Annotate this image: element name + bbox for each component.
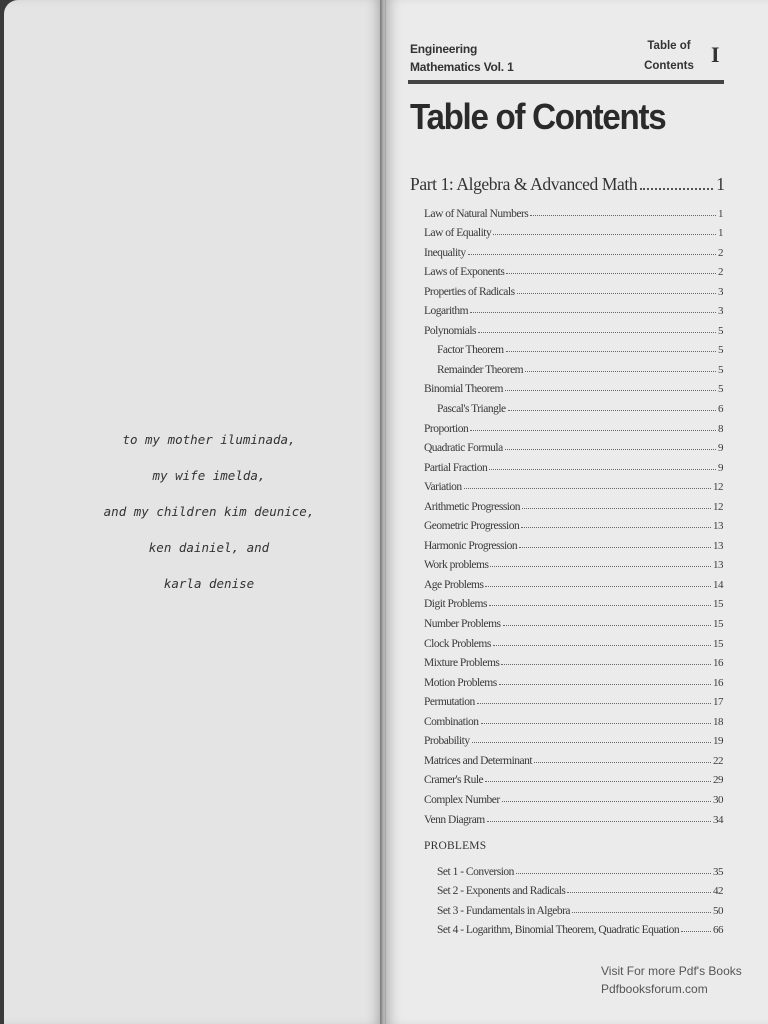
toc-entry-label: Venn Diagram — [424, 813, 485, 826]
toc-entry-label: Set 4 - Logarithm, Binomial Theorem, Quadratic Equation — [437, 924, 680, 937]
toc-entry[interactable] — [437, 917, 723, 937]
dot-leader — [489, 605, 711, 606]
dot-leader — [464, 488, 711, 489]
toc-entry-label: Logarithm — [424, 305, 469, 318]
toc-entry[interactable] — [424, 650, 723, 670]
toc-entry-label: Harmonic Progression — [424, 539, 518, 552]
toc-entry-label: Mixture Problems — [424, 657, 500, 670]
toc-entry[interactable] — [424, 454, 723, 474]
toc-entry-page: 13 — [713, 520, 723, 533]
toc-entry-page: 5 — [718, 344, 723, 357]
toc-entry[interactable] — [437, 878, 723, 898]
toc-entry[interactable] — [424, 200, 723, 220]
toc-entry-page: 16 — [713, 676, 723, 689]
dot-leader — [503, 625, 711, 626]
dot-leader — [681, 931, 711, 932]
toc-entry-page: 14 — [713, 578, 723, 591]
toc-entry-page: 5 — [718, 383, 723, 396]
dot-leader — [521, 527, 711, 528]
toc-entry-label: Set 1 - Conversion — [437, 865, 514, 878]
dedication — [44, 428, 374, 608]
dot-leader — [519, 547, 711, 548]
toc-entry[interactable] — [424, 728, 723, 748]
page-title: Table of Contents — [410, 96, 666, 137]
book-title-line-1: Engineering — [410, 42, 478, 56]
toc-entry-page: 19 — [713, 735, 723, 748]
toc-entry-label: Law of Natural Numbers — [424, 207, 529, 220]
dot-leader — [490, 566, 711, 567]
toc-entry[interactable] — [424, 591, 723, 611]
toc-entry-page: 5 — [718, 324, 723, 337]
problems-heading: PROBLEMS — [424, 840, 487, 852]
toc-entry-label: Polynomials — [424, 324, 477, 337]
toc-entry-page: 3 — [718, 305, 723, 318]
part-label: Part 1: Algebra & Advanced Math — [410, 174, 638, 194]
toc-entry-label: Set 2 - Exponents and Radicals — [437, 885, 566, 898]
dot-leader — [489, 469, 716, 470]
toc-entry-label: Motion Problems — [424, 676, 497, 689]
dot-leader — [493, 234, 716, 235]
footer-line-1: Visit For more Pdf's Books — [601, 964, 742, 978]
toc-entry-label: Partial Fraction — [424, 461, 488, 474]
toc-entry[interactable] — [424, 630, 723, 650]
toc-entry[interactable] — [424, 571, 723, 591]
toc-entry[interactable] — [424, 610, 723, 630]
toc-entry[interactable] — [424, 395, 723, 415]
toc-entry[interactable] — [424, 337, 723, 357]
toc-entry-page: 50 — [713, 904, 723, 917]
toc-entry[interactable] — [424, 767, 723, 787]
toc-entry-page: 12 — [713, 500, 723, 513]
toc-entry-page: 15 — [713, 618, 723, 631]
toc-entry[interactable] — [424, 708, 723, 728]
dot-leader — [530, 215, 716, 216]
toc-entry-page: 13 — [713, 559, 723, 572]
dot-leader — [502, 801, 711, 802]
toc-entry-label: Cramer's Rule — [424, 774, 484, 787]
toc-entry[interactable] — [424, 747, 723, 767]
dedication-line: and my children kim deunice, — [103, 504, 315, 519]
dot-leader — [468, 254, 716, 255]
toc-entry[interactable] — [424, 493, 723, 513]
toc-entry-page: 2 — [718, 266, 723, 279]
toc-entry-page: 5 — [718, 363, 723, 376]
toc-entry[interactable] — [424, 552, 723, 572]
toc-entry-label: Clock Problems — [424, 637, 491, 650]
toc-entry-page: 17 — [713, 696, 723, 709]
toc-entry[interactable] — [424, 689, 723, 709]
dot-leader — [478, 332, 716, 333]
toc-entry-page: 12 — [713, 481, 723, 494]
toc-entry-label: Factor Theorem — [437, 344, 504, 357]
dedication-line: ken dainiel, and — [148, 540, 270, 555]
toc-entry-page: 30 — [713, 793, 723, 806]
toc-part-heading[interactable] — [410, 172, 725, 196]
toc-entry[interactable] — [424, 806, 723, 826]
dot-leader — [567, 892, 711, 893]
toc-entry-label: Law of Equality — [424, 227, 492, 240]
toc-entry-label: Variation — [424, 481, 462, 494]
toc-entry-label: Arithmetic Progression — [424, 500, 520, 513]
dedication-line: my wife imelda, — [152, 468, 266, 483]
toc-entry[interactable] — [424, 435, 723, 455]
dot-leader — [506, 273, 716, 274]
toc-entry-label: Matrices and Determinant — [424, 754, 533, 767]
dot-leader — [516, 873, 711, 874]
toc-entry-page: 22 — [713, 754, 723, 767]
section-line-2: Contents — [644, 60, 694, 72]
dot-leader — [477, 703, 711, 704]
toc-entry-page: 8 — [718, 422, 723, 435]
dot-leader — [487, 821, 711, 822]
dot-leader — [525, 371, 716, 372]
header-rule — [408, 80, 724, 84]
toc-entry[interactable] — [437, 897, 723, 917]
toc-entry-page: 42 — [713, 885, 723, 898]
section-line-1: Table of — [647, 40, 691, 52]
toc-entry[interactable] — [424, 259, 723, 279]
toc-entry-label: Age Problems — [424, 578, 484, 591]
dot-leader — [472, 742, 711, 743]
toc-entry[interactable] — [424, 278, 723, 298]
toc-entry-page: 16 — [713, 657, 723, 670]
toc-entry-page: 18 — [713, 715, 723, 728]
dot-leader — [485, 781, 711, 782]
book-title-line-2: Mathematics Vol. 1 — [410, 60, 514, 74]
right-page — [386, 0, 768, 1024]
dot-leader — [493, 645, 711, 646]
toc-entry-label: Laws of Exponents — [424, 266, 505, 279]
toc-entry-page: 3 — [718, 285, 723, 298]
dot-leader — [505, 449, 716, 450]
toc-entry-page: 9 — [718, 442, 723, 455]
toc-entry-page: 29 — [713, 774, 723, 787]
dot-leader — [505, 390, 716, 391]
toc-entry[interactable] — [424, 532, 723, 552]
dedication-line: to my mother iluminada, — [122, 432, 296, 447]
toc-entry-label: Quadratic Formula — [424, 442, 503, 455]
toc-entry-label: Number Problems — [424, 618, 501, 631]
dot-leader — [508, 410, 716, 411]
toc-entry-label: Probability — [424, 735, 470, 748]
toc-entry[interactable] — [424, 376, 723, 396]
toc-entry-page: 2 — [718, 246, 723, 259]
toc-entry[interactable] — [424, 513, 723, 533]
dot-leader — [470, 312, 716, 313]
toc-entry-page: 9 — [718, 461, 723, 474]
toc-entry-page: 66 — [713, 924, 723, 937]
dot-leader — [501, 664, 711, 665]
toc-entry[interactable] — [424, 298, 723, 318]
toc-entry-label: Combination — [424, 715, 479, 728]
dot-leader — [485, 586, 711, 587]
dot-leader — [506, 351, 716, 352]
toc-entry-label: Remainder Theorem — [437, 363, 524, 376]
footer-note — [601, 962, 742, 998]
running-header-book-title — [410, 40, 514, 76]
toc-entry-label: Digit Problems — [424, 598, 487, 611]
toc-entry-page: 15 — [713, 637, 723, 650]
toc-entry[interactable] — [424, 415, 723, 435]
dot-leader — [517, 293, 716, 294]
toc-entry-label: Properties of Radicals — [424, 285, 515, 298]
toc-entry-label: Pascal's Triangle — [437, 403, 506, 416]
toc-entries — [424, 200, 723, 826]
toc-entry-label: Proportion — [424, 422, 469, 435]
toc-entry[interactable] — [437, 858, 723, 878]
dot-leader — [499, 684, 711, 685]
toc-entry[interactable] — [424, 317, 723, 337]
toc-entry-label: Inequality — [424, 246, 466, 259]
toc-entry-label: Permutation — [424, 696, 475, 709]
toc-entry-page: 34 — [713, 813, 723, 826]
dot-leader — [640, 188, 713, 190]
toc-problems — [437, 858, 723, 936]
toc-entry[interactable] — [424, 220, 723, 240]
dot-leader — [534, 762, 711, 763]
dot-leader — [470, 430, 716, 431]
toc-entry-label: Binomial Theorem — [424, 383, 503, 396]
toc-entry[interactable] — [424, 786, 723, 806]
toc-entry-label: Set 3 - Fundamentals in Algebra — [437, 904, 571, 917]
toc-entry-page: 15 — [713, 598, 723, 611]
toc-entry-page: 1 — [718, 207, 723, 220]
dot-leader — [572, 912, 711, 913]
toc-entry[interactable] — [424, 474, 723, 494]
toc-entry-label: Complex Number — [424, 793, 500, 806]
toc-entry[interactable] — [424, 239, 723, 259]
toc-entry-page: 35 — [713, 865, 723, 878]
toc-entry-page: 6 — [718, 403, 723, 416]
left-page — [4, 0, 382, 1024]
toc-entry-page: 13 — [713, 539, 723, 552]
dot-leader — [522, 508, 711, 509]
toc-entry[interactable] — [424, 669, 723, 689]
page-number: I — [711, 42, 720, 67]
dedication-line: karla denise — [163, 576, 255, 591]
toc-entry-page: 1 — [718, 227, 723, 240]
part-page: 1 — [716, 174, 725, 194]
running-header-section — [644, 36, 694, 76]
footer-line-2: Pdfbooksforum.com — [601, 982, 708, 996]
toc-entry[interactable] — [424, 356, 723, 376]
dot-leader — [481, 723, 711, 724]
toc-entry-label: Geometric Progression — [424, 520, 520, 533]
toc-entry-label: Work problems — [424, 559, 489, 572]
